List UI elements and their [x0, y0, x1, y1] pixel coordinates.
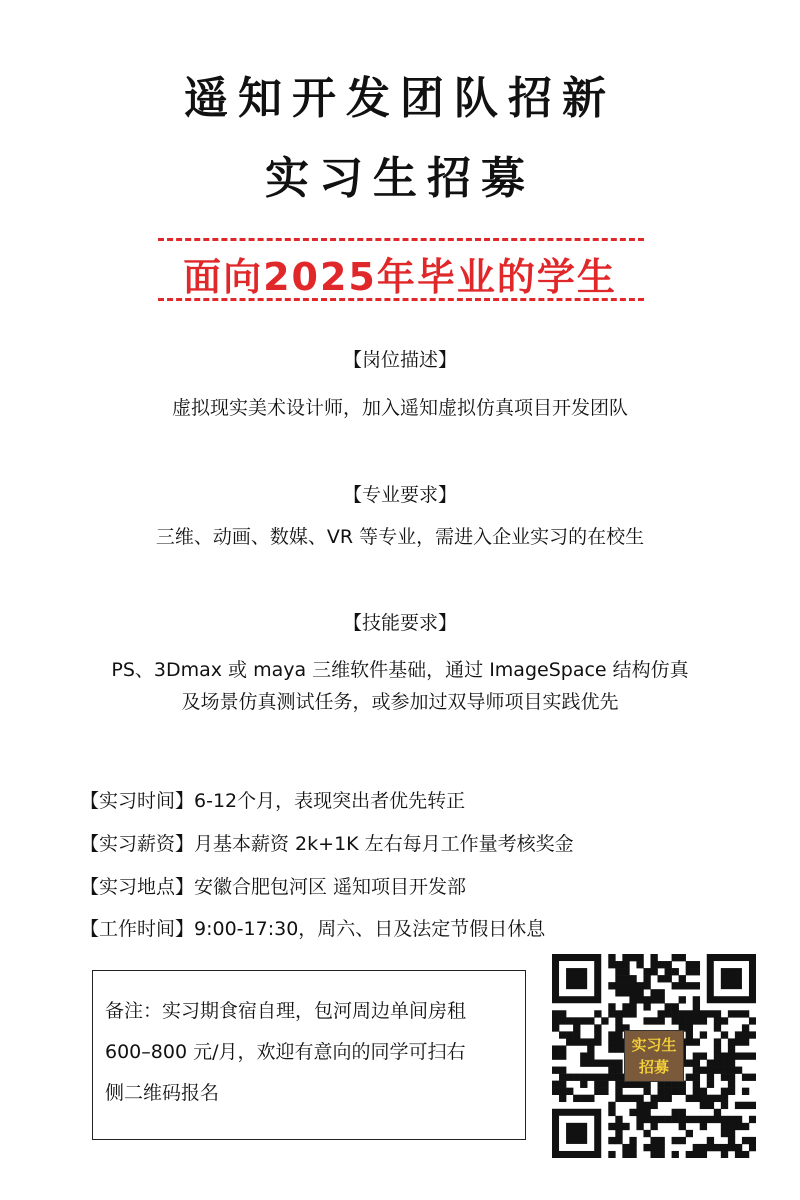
position-description: 虚拟现实美术设计师，加入遥知虚拟仿真项目开发团队: [171, 397, 628, 419]
detail-label: 【实习薪资】: [80, 833, 195, 855]
note-line-1: 备注：实习期食宿自理，包河周边单间房租: [105, 1000, 467, 1022]
qr-center-badge: [624, 1030, 684, 1082]
note-box: [92, 970, 526, 1140]
detail-salary: [80, 829, 720, 856]
note-line-3: 侧二维码报名: [105, 1082, 220, 1104]
detail-value: 安徽合肥包河区 遥知项目开发部: [194, 876, 467, 898]
qr-code-icon[interactable]: [552, 954, 756, 1158]
qr-badge-line-1: 实习生: [631, 1036, 677, 1054]
major-description: 三维、动画、数媒、VR 等专业，需进入企业实习的在校生: [155, 526, 645, 548]
detail-internship-period: [80, 786, 720, 813]
detail-label: 【工作时间】: [80, 918, 195, 940]
major-heading: 【专业要求】: [342, 484, 457, 506]
detail-label: 【实习时间】: [80, 790, 195, 812]
main-subtitle: 实习生招募: [265, 153, 535, 204]
skills-line-2: 及场景仿真测试任务，或参加过双导师项目实践优先: [181, 691, 619, 713]
target-audience-banner: 面向2025年毕业的学生: [183, 255, 617, 299]
note-line-2: 600–800 元/月，欢迎有意向的同学可扫右: [105, 1041, 466, 1063]
detail-value: 9:00-17:30，周六、日及法定节假日休息: [194, 918, 546, 940]
detail-location: [80, 872, 720, 899]
main-title: 遥知开发团队招新: [184, 73, 616, 124]
skills-heading: 【技能要求】: [342, 612, 457, 634]
detail-working-hours: [80, 914, 720, 941]
top-dashed-divider: [158, 238, 644, 241]
position-heading: 【岗位描述】: [342, 349, 457, 371]
qr-badge-line-2: 招募: [638, 1058, 669, 1076]
detail-value: 月基本薪资 2k+1K 左右每月工作量考核奖金: [194, 833, 574, 855]
detail-value: 6-12个月，表现突出者优先转正: [194, 790, 466, 812]
skills-line-1: PS、3Dmax 或 maya 三维软件基础，通过 ImageSpace 结构仿真: [111, 659, 689, 681]
bottom-dashed-divider: [158, 298, 644, 301]
detail-label: 【实习地点】: [80, 876, 195, 898]
